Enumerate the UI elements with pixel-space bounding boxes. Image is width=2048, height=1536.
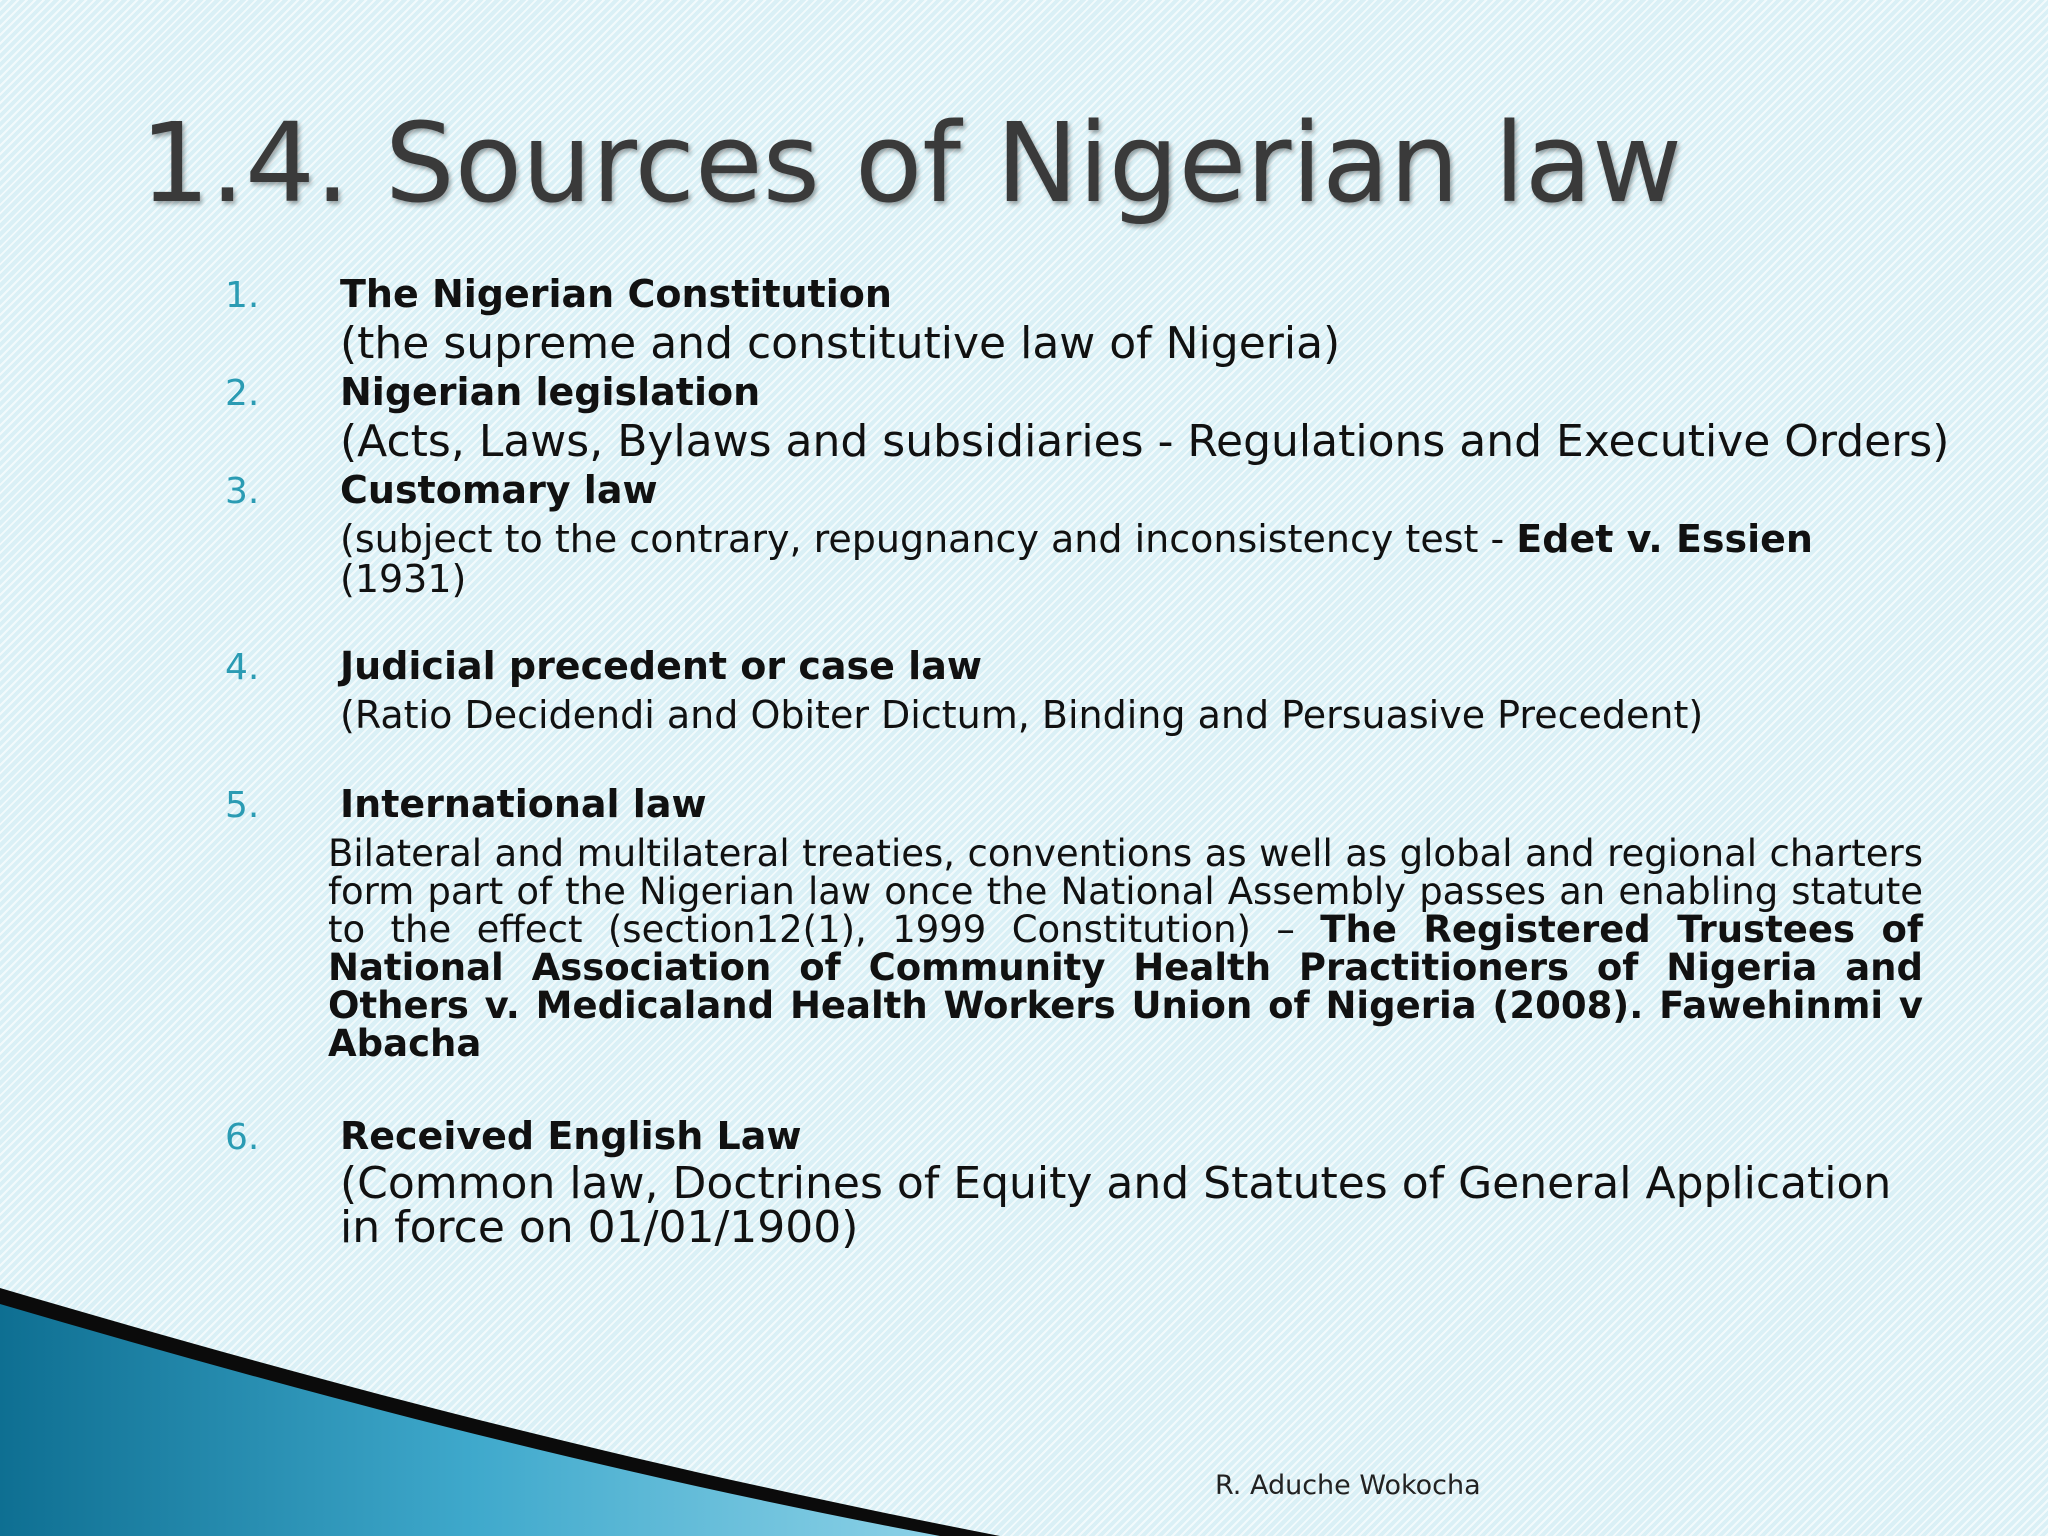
item-heading: Nigerian legislation: [340, 370, 761, 414]
item-heading: Received English Law: [340, 1114, 802, 1158]
corner-swoosh-decoration: [0, 1280, 1000, 1536]
item-detail: (Ratio Decidendi and Obiter Dictum, Binding and Persuasive Precedent): [340, 693, 1704, 737]
item-heading: The Nigerian Constitution: [340, 272, 892, 316]
item-detail: (the supreme and constitutive law of Nigeria): [340, 318, 1341, 369]
item-number: 4.: [225, 647, 260, 688]
item-heading: International law: [340, 782, 707, 826]
item-number: 6.: [225, 1117, 260, 1158]
case-citation: Edet v. Essien: [1516, 517, 1813, 561]
item-detail-paragraph: [328, 832, 1923, 1065]
item-detail: (Acts, Laws, Bylaws and subsidiaries - Regulations and Executive Orders): [340, 416, 1950, 467]
item-number: 3.: [225, 471, 260, 512]
case-citation: The Registered Trustees of National Association of Community Health Practitioners of Nigeria and Others v. Medicaland Health Workers Union of Nigeria (2008). Fawehinmi v Abacha: [328, 908, 1923, 1065]
item-heading: Customary law: [340, 468, 658, 512]
slide-title: 1.4. Sources of Nigerian law: [140, 99, 1683, 227]
item-detail-text: Bilateral and multilateral treaties, conventions as well as global and regional charters form part of the Nigerian law once the National Assembly passes an enabling statute to the effect (section12(1), 1999 Constitution) –: [328, 832, 1923, 951]
item-heading: Judicial precedent or case law: [340, 644, 982, 688]
item-detail-year: (1931): [340, 557, 467, 601]
item-detail-text: (subject to the contrary, repugnancy and inconsistency test -: [340, 517, 1517, 561]
item-detail: [340, 517, 1813, 561]
author-footer: R. Aduche Wokocha: [1215, 1470, 1481, 1501]
item-number: 2.: [225, 373, 260, 414]
item-number: 5.: [225, 785, 260, 826]
item-detail: (Common law, Doctrines of Equity and Statutes of General Application in force on 01/01/1900): [340, 1158, 1892, 1253]
item-number: 1.: [225, 275, 260, 316]
